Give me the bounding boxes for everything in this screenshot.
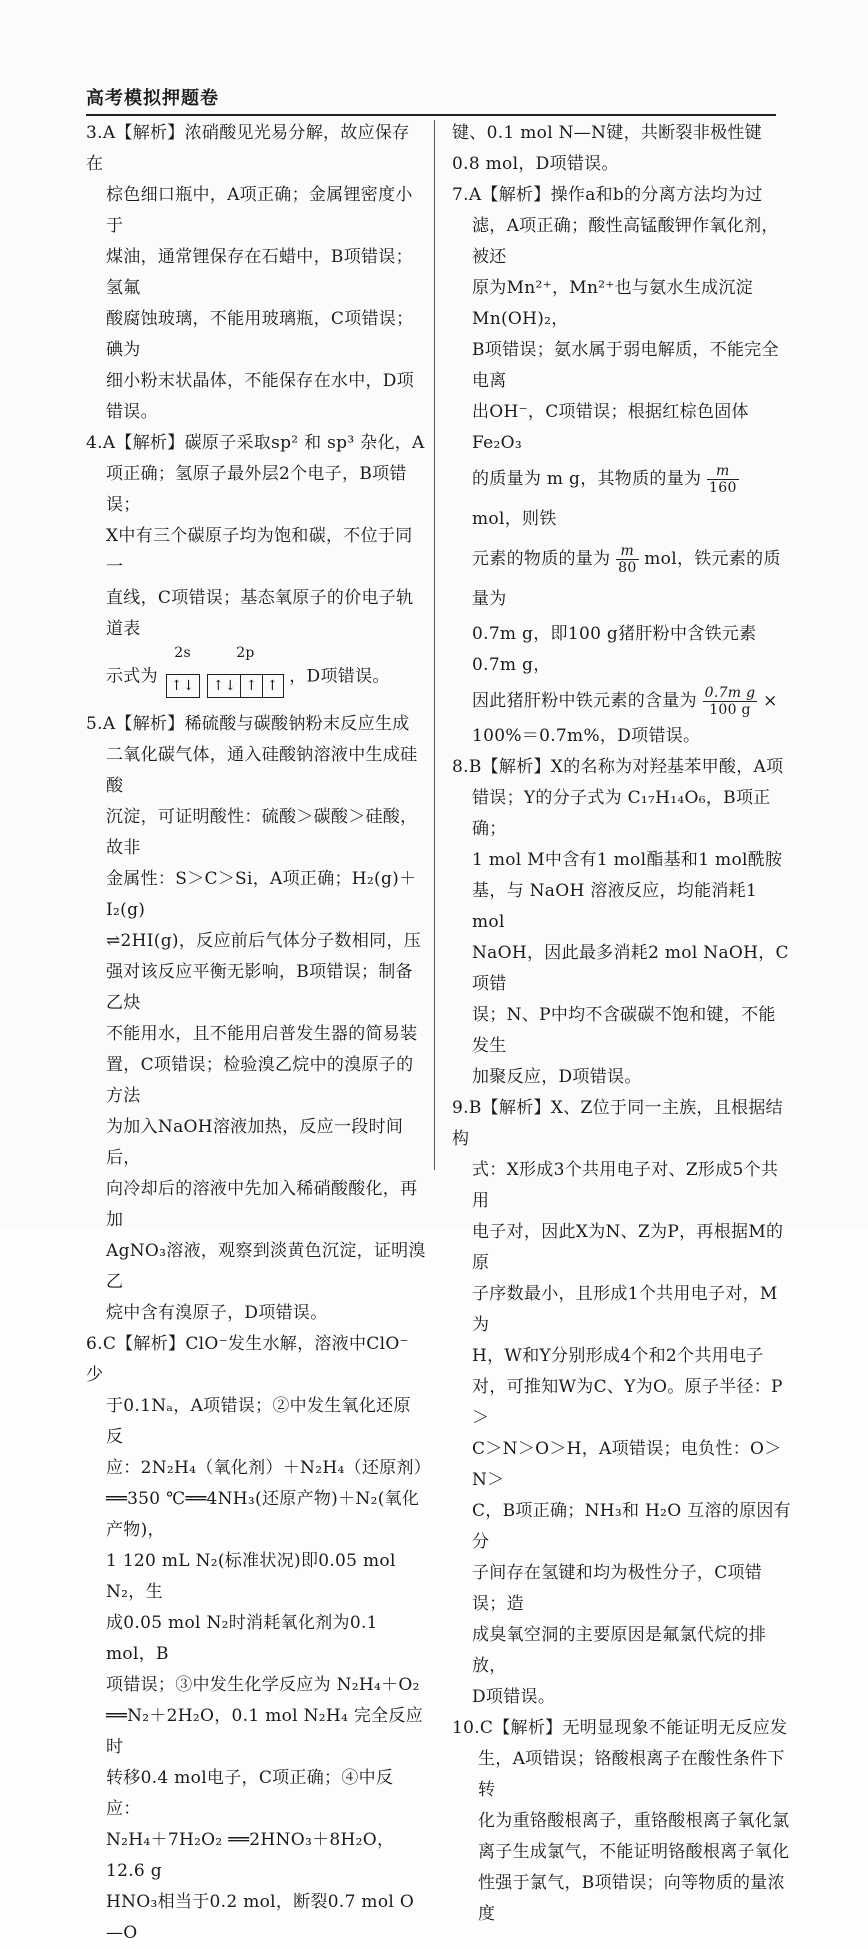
text-line: 项错误；③中发生化学反应为 N₂H₄＋O₂	[106, 1675, 420, 1695]
text-line: NaOH，因此最多消耗2 mol NaOH，C项错	[472, 943, 789, 994]
text-line: 滤，A项正确；酸性高锰酸钾作氧化剂，被还	[472, 216, 779, 267]
text-segment: ×	[763, 691, 778, 711]
text-line: 强对该反应平衡无影响，B项错误；制备乙炔	[106, 962, 413, 1013]
orbital-2s	[164, 645, 202, 709]
text-line: 基，与 NaOH 溶液反应，均能消耗1 mol	[472, 881, 758, 932]
text-line: C，B项正确；NH₃和 H₂O 互溶的原因有分	[472, 1501, 791, 1552]
text-line: 酸腐蚀玻璃，不能用玻璃瓶，C项错误；碘为	[106, 309, 414, 360]
orbital-label: 2p	[236, 645, 255, 661]
text-segment: ，D项错误。	[289, 666, 390, 687]
text-line: 4.A【解析】碳原子采取sp² 和 sp³ 杂化，A	[86, 433, 425, 453]
text-line: 子序数最小，且形成1个共用电子对，M为	[472, 1284, 778, 1335]
text-line: 直线，C项错误；基态氧原子的价电子轨道表	[106, 588, 414, 639]
text-line: 6.C【解析】ClO⁻发生水解，溶液中ClO⁻少	[86, 1334, 409, 1385]
text-line: 1 120 mL N₂(标准状况)即0.05 mol N₂，生	[106, 1551, 396, 1602]
text-line: 于0.1Nₐ，A项错误；②中发生氧化还原反	[106, 1396, 411, 1447]
text-line: 7.A【解析】操作a和b的分离方法均为过	[452, 185, 763, 205]
text-line: B项错误；氨水属于弱电解质，不能完全电离	[472, 340, 779, 391]
text-line: 煤油，通常锂保存在石蜡中，B项错误；氢氟	[106, 247, 413, 298]
text-line: 3.A【解析】浓硝酸见光易分解，故应保存在	[86, 123, 410, 174]
answer-q10	[452, 1713, 792, 1930]
text-line: 项正确；氢原子最外层2个电子，B项错误；	[106, 464, 407, 515]
denominator: 160	[709, 480, 737, 496]
text-line: 键、0.1 mol N—N键，共断裂非极性键	[452, 123, 762, 143]
text-segment: mol，铁元素的质量为	[472, 549, 781, 609]
text-line: 生，A项错误；铬酸根离子在酸性条件下转	[478, 1749, 785, 1800]
fraction	[703, 685, 758, 718]
orbital-box: ↑	[241, 674, 262, 698]
answer-q6-continued	[452, 118, 792, 180]
numerator: m	[616, 543, 638, 560]
fraction-line	[452, 539, 792, 619]
text-segment: 示式为	[106, 666, 158, 687]
text-segment: 的质量为 m g，其物质的量为	[472, 469, 702, 489]
text-line: D项错误。	[472, 1687, 556, 1707]
answer-q3	[86, 118, 426, 428]
orbital-diagram-line	[86, 645, 426, 709]
orbital-box: ↑↓	[166, 674, 200, 698]
answer-q4	[86, 428, 426, 709]
text-line: 性强于氯气，B项错误；向等物质的量浓度	[478, 1873, 785, 1924]
text-line: 9.B【解析】X、Z位于同一主族，且根据结构	[452, 1098, 783, 1149]
text-line: 细小粉末状晶体，不能保存在水中，D项	[106, 371, 415, 391]
text-line: ══N₂＋2H₂O，0.1 mol N₂H₄ 完全反应时	[106, 1706, 424, 1757]
text-line: 电子对，因此X为N、Z为P，再根据M的原	[472, 1222, 784, 1273]
text-line: 8.B【解析】X的名称为对羟基苯甲酸，A项	[452, 757, 784, 777]
orbital-label: 2s	[174, 645, 191, 661]
text-line: 为加入NaOH溶液加热，反应一段时间后，	[106, 1117, 404, 1168]
text-line: ⇌2HI(g)，反应前后气体分子数相同，压	[106, 931, 422, 951]
text-line: 离子生成氯气，不能证明铬酸根离子氧化	[478, 1842, 790, 1862]
text-segment: 因此猪肝粉中铁元素的含量为	[472, 691, 697, 711]
text-line: 10.C【解析】无明显现象不能证明无反应发	[452, 1718, 788, 1738]
answer-q6	[86, 1329, 432, 1949]
answer-q9	[452, 1093, 792, 1713]
text-line: 错误。	[106, 402, 158, 422]
text-line: 化为重铬酸根离子，重铬酸根离子氧化氯	[478, 1811, 790, 1831]
answer-q5	[86, 709, 426, 1329]
text-line: 式：X形成3个共用电子对、Z形成5个共用	[472, 1160, 779, 1211]
text-line: 1 mol M中含有1 mol酯基和1 mol酰胺	[472, 850, 783, 870]
text-line: 棕色细口瓶中，A项正确；金属锂密度小于	[106, 185, 413, 236]
numerator: m	[707, 463, 739, 480]
text-line: 加聚反应，D项错误。	[472, 1067, 642, 1087]
text-line: 金属性：S＞C＞Si，A项正确；H₂(g)＋I₂(g)	[106, 869, 417, 920]
text-line: 置，C项错误；检验溴乙烷中的溴原子的方法	[106, 1055, 414, 1106]
right-column	[452, 118, 792, 1930]
orbital-box: ↑	[263, 674, 284, 698]
text-segment: 元素的物质的量为	[472, 549, 611, 569]
text-line: 对，可推知W为C、Y为O。原子半径：P＞	[472, 1377, 783, 1428]
text-line: C＞N＞O＞H，A项错误；电负性：O＞N＞	[472, 1439, 782, 1490]
text-line: H，W和Y分别形成4个和2个共用电子	[472, 1346, 764, 1366]
text-line: 成臭氧空洞的主要原因是氟氯代烷的排放，	[472, 1625, 767, 1676]
text-line: 0.8 mol，D项错误。	[452, 154, 619, 174]
column-divider	[434, 120, 435, 1170]
text-line: 误；N、P中均不含碳碳不饱和键，不能发生	[472, 1005, 776, 1056]
text-line: HNO₃相当于0.2 mol，断裂0.7 mol O—O	[106, 1892, 415, 1943]
left-column	[86, 118, 432, 1949]
fraction-line	[452, 681, 792, 721]
orbital-2p	[207, 645, 283, 709]
text-line: 0.7m g，即100 g猪肝粉中含铁元素0.7m g，	[472, 624, 757, 675]
denominator: 80	[618, 560, 637, 576]
text-line: 转移0.4 mol电子，C项正确；④中反应：	[106, 1768, 394, 1819]
text-line: 应：2N₂H₄（氧化剂）＋N₂H₄（还原剂）	[106, 1458, 432, 1478]
text-segment: mol，则铁	[472, 509, 557, 529]
text-line: 二氧化碳气体，通入硅酸钠溶液中生成硅酸	[106, 745, 418, 796]
text-line: 烷中含有溴原子，D项错误。	[106, 1303, 328, 1323]
page-header	[86, 84, 776, 116]
fraction	[707, 463, 739, 496]
text-line: 出OH⁻，C项错误；根据红棕色固体Fe₂O₃	[472, 402, 749, 453]
fraction-line	[452, 459, 792, 539]
text-line: AgNO₃溶液，观察到淡黄色沉淀，证明溴乙	[106, 1241, 426, 1292]
text-line: 沉淀，可证明酸性：硫酸＞碳酸＞硅酸，故非	[106, 807, 418, 858]
answer-q8	[452, 752, 792, 1093]
text-line: 错误；Y的分子式为 C₁₇H₁₄O₆，B项正确；	[472, 788, 771, 839]
text-line: 原为Mn²⁺，Mn²⁺也与氨水生成沉淀Mn(OH)₂，	[472, 278, 753, 329]
text-line: X中有三个碳原子均为饱和碳，不位于同一	[106, 526, 413, 577]
text-line: 100%＝0.7m%，D项错误。	[472, 726, 701, 746]
numerator: 0.7m g	[704, 685, 756, 701]
text-line: 向冷却后的溶液中先加入稀硝酸酸化，再加	[106, 1179, 418, 1230]
text-line: 子间存在氢键和均为极性分子，C项错误；造	[472, 1563, 763, 1614]
fraction	[616, 543, 638, 576]
text-line: 5.A【解析】稀硫酸与碳酸钠粉末反应生成	[86, 714, 410, 734]
answer-q7	[452, 180, 792, 752]
text-line: N₂H₄＋7H₂O₂ ══2HNO₃＋8H₂O，12.6 g	[106, 1830, 395, 1881]
text-line: ══350 ℃══4NH₃(还原产物)＋N₂(氧化产物)，	[106, 1489, 420, 1540]
text-line: 不能用水，且不能用启普发生器的简易装	[106, 1024, 418, 1044]
orbital-box: ↑↓	[207, 674, 241, 698]
header-title: 高考模拟押题卷	[86, 88, 219, 109]
denominator: 100 g	[709, 702, 751, 718]
text-line: 成0.05 mol N₂时消耗氧化剂为0.1 mol，B	[106, 1613, 378, 1664]
